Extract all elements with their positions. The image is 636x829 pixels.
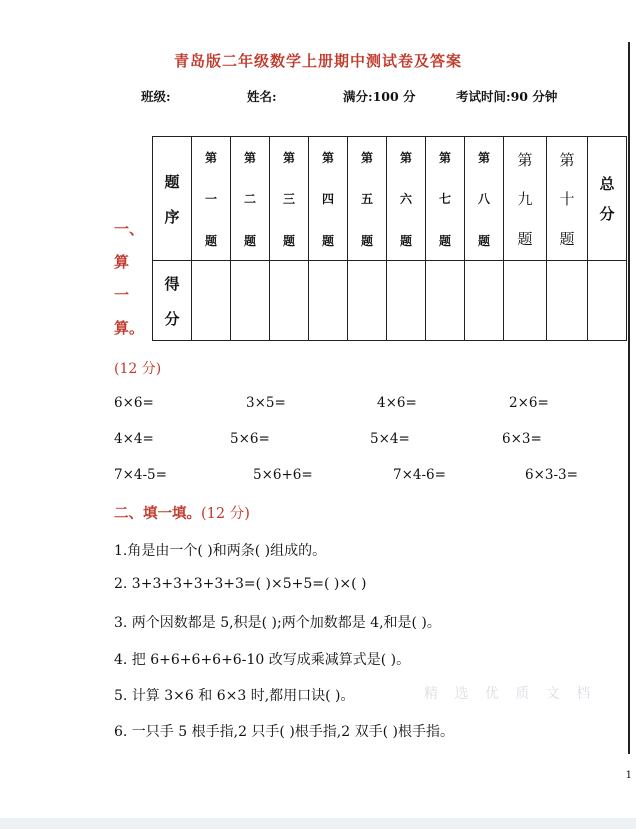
score-cell (387, 261, 426, 341)
calc-item: 3×5= (246, 395, 286, 411)
col-q7: 第 七 题 (426, 137, 465, 261)
question-item: 2. 3+3+3+3+3+3=( )×5+5=( )×( ) (114, 576, 367, 592)
calc-item: 5×6+6= (253, 467, 313, 483)
question-item: 3. 两个因数都是 5,积是( );两个加数都是 4,和是( )。 (114, 615, 441, 631)
score-cell (309, 261, 348, 341)
score-cell (465, 261, 504, 341)
question-item: 5. 计算 3×6 和 6×3 时,都用口诀( )。 (114, 688, 355, 704)
col-q8: 第 八 题 (465, 137, 504, 261)
score-table (152, 136, 627, 341)
score-cell (547, 261, 588, 341)
page-edge (628, 42, 630, 754)
class-label: 班级: (141, 89, 171, 104)
exam-time: 考试时间:90 分钟 (456, 89, 558, 104)
calc-item: 4×4= (114, 431, 154, 447)
section2-points: (12 分) (201, 506, 250, 522)
calc-item: 2×6= (509, 395, 549, 411)
question-item: 6. 一只手 5 根手指,2 只手( )根手指,2 双手( )根手指。 (114, 724, 454, 740)
score-cell (504, 261, 547, 341)
col-q6: 第 六 题 (387, 137, 426, 261)
page-title: 青岛版二年级数学上册期中测试卷及答案 (173, 52, 462, 70)
name-label: 姓名: (247, 89, 277, 104)
calc-item: 6×3-3= (525, 467, 578, 483)
col-q4: 第 四 题 (309, 137, 348, 261)
row-header-score: 得 分 (153, 261, 192, 341)
col-q9: 第 九 题 (504, 137, 547, 261)
calc-item: 6×3= (502, 431, 542, 447)
col-q2: 第 二 题 (231, 137, 270, 261)
score-cell (426, 261, 465, 341)
question-item: 1.角是由一个( )和两条( )组成的。 (114, 543, 327, 559)
calc-item: 7×4-5= (114, 467, 167, 483)
section1-points: (12 分) (114, 361, 162, 377)
score-cell (588, 261, 627, 341)
question-item: 4. 把 6+6+6+6+6-10 改写成乘减算式是( )。 (114, 652, 411, 668)
score-cell (348, 261, 387, 341)
page-number: 1 (625, 770, 632, 781)
score-cell (192, 261, 231, 341)
score-table-score-row (153, 261, 627, 341)
col-q3: 第 三 题 (270, 137, 309, 261)
score-cell (231, 261, 270, 341)
col-q5: 第 五 题 (348, 137, 387, 261)
section2-title: 二、填一填。 (114, 505, 201, 522)
calc-item: 4×6= (377, 395, 417, 411)
score-cell (270, 261, 309, 341)
calc-item: 7×4-6= (393, 467, 446, 483)
col-total: 总 分 (588, 137, 627, 261)
calc-item: 5×6= (230, 431, 270, 447)
col-q1: 第 一 题 (192, 137, 231, 261)
score-table-header-row (153, 137, 627, 261)
watermark: 精 选 优 质 文 档 (424, 686, 597, 702)
calc-item: 5×4= (370, 431, 410, 447)
col-q10: 第 十 题 (547, 137, 588, 261)
section2-heading (114, 502, 250, 523)
row-header-question: 题 序 (153, 137, 192, 261)
section1-heading: 一、 算 一 算。 (114, 220, 145, 337)
full-marks: 满分:100 分 (343, 89, 416, 104)
bottom-bar (0, 818, 636, 829)
calc-item: 6×6= (114, 395, 154, 411)
